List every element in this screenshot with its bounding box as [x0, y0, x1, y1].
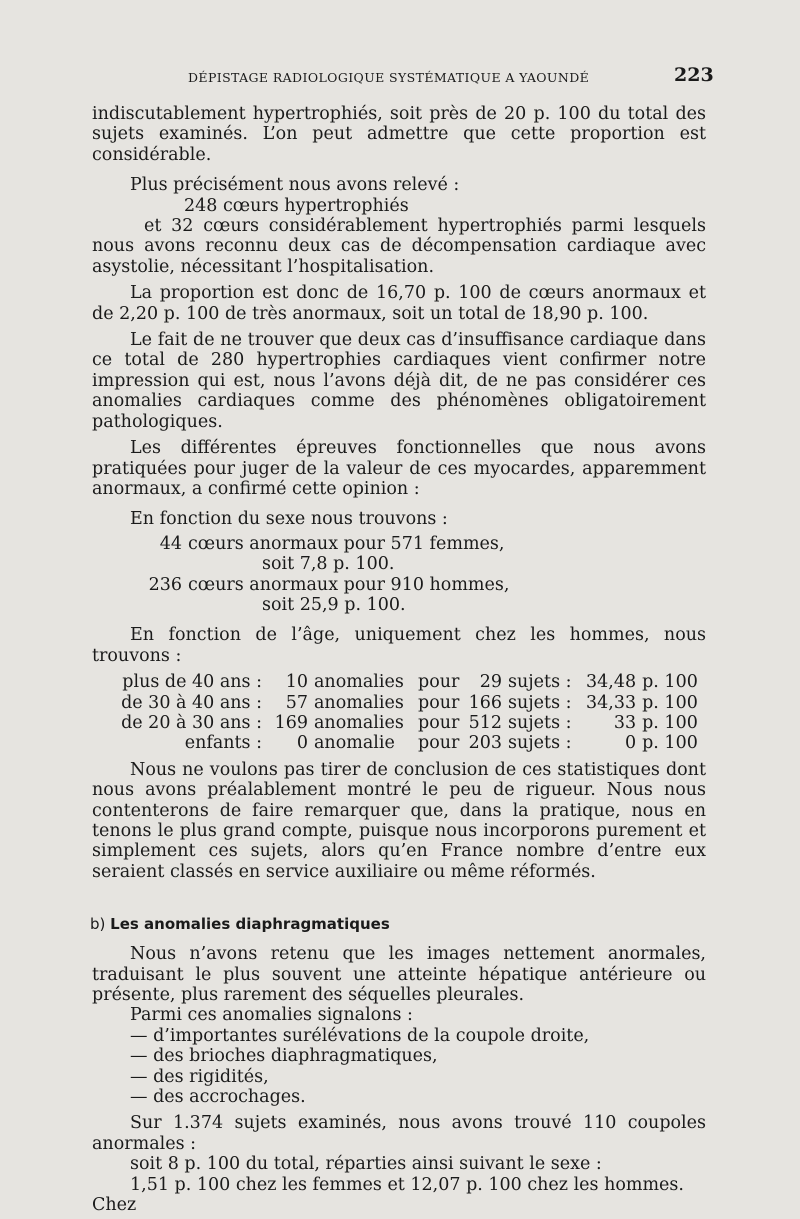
anomaly-word: anomalies	[314, 712, 404, 733]
percent-value: 33	[613, 712, 637, 733]
subjects-word: sujets :	[508, 692, 572, 713]
anomaly-count: 10	[285, 672, 308, 693]
anomaly-item: — des accrochages.	[130, 1087, 306, 1108]
pour-word: pour	[418, 672, 460, 693]
page-header	[0, 64, 800, 92]
paragraph-12: soit 8 p. 100 du total, réparties ainsi suivant le sexe :	[130, 1154, 602, 1175]
subject-count: 29	[479, 672, 502, 693]
sex-count: 44	[159, 533, 182, 554]
age-row	[104, 713, 698, 733]
pour-word: pour	[418, 692, 460, 713]
paragraph-11: Sur 1.374 sujets examinés, nous avons trouvé 110 coupoles anormales :	[92, 1113, 706, 1154]
paragraph-4: Le fait de ne trouver que deux cas d’insuffisance cardiaque dans ce total de 280 hypertrophies cardiaques vient confirmer notre impression qui est, nous l’avons déjà dit, de ne pas considérer ces anomalies cardiaques comme des phénomènes obligatoirement pathologiques.	[92, 330, 706, 432]
subject-count: 166	[468, 692, 502, 713]
pour-word: pour	[418, 733, 460, 754]
section-heading	[92, 914, 706, 934]
sex-stats	[92, 534, 706, 616]
anomaly-item: — d’importantes surélévations de la coupole droite,	[130, 1025, 590, 1046]
anomaly-count: 57	[285, 692, 308, 713]
percent-unit: p. 100	[642, 712, 698, 733]
percent-value: 34,48	[586, 672, 637, 693]
subjects-word: sujets :	[508, 733, 572, 754]
percent-value: 0	[624, 733, 637, 754]
running-title: DÉPISTAGE RADIOLOGIQUE SYSTÉMATIQUE A YAOUNDÉ	[188, 70, 590, 85]
subject-count: 512	[468, 712, 502, 733]
page-number: 223	[674, 64, 714, 86]
sex-row	[92, 534, 706, 554]
paragraph-10: Parmi ces anomalies signalons :	[130, 1005, 413, 1026]
anomaly-list	[92, 1026, 706, 1108]
pour-word: pour	[418, 712, 460, 733]
body-text	[92, 104, 706, 1216]
heart-list	[92, 196, 706, 216]
paragraph-6: En fonction du sexe nous trouvons :	[130, 509, 448, 530]
age-label: plus de 40 ans :	[122, 672, 262, 693]
paragraph-8: Nous ne voulons pas tirer de conclusion de ces statistiques dont nous avons préalablement montré le peu de rigueur. Nous nous contenterons de faire remarquer que, dans la pratique, nous en tenons le plus grand compte, puisque nous incorporons purement et simplement ces sujets, alors qu’en France nombre d’entre eux seraient classés en service auxiliaire ou même réformés.	[92, 759, 706, 882]
age-table	[104, 672, 698, 754]
age-label: de 30 à 40 ans :	[121, 692, 262, 713]
age-label: de 20 à 30 ans :	[121, 712, 262, 733]
age-label: enfants :	[184, 733, 262, 754]
sex-count: 236	[148, 574, 182, 595]
paragraph-3: La proportion est donc de 16,70 p. 100 de cœurs anormaux et de 2,20 p. 100 de très anormaux, soit un total de 18,90 p. 100.	[92, 283, 706, 324]
sex-sub: soit 7,8 p. 100.	[262, 554, 395, 575]
heart-list-item-2: et 32 cœurs considérablement hypertrophiés parmi lesquels nous avons reconnu deux cas de décompensation cardiaque avec asystolie, nécessitant l’hospitalisation.	[92, 216, 706, 277]
percent-value: 34,33	[586, 692, 637, 713]
anomaly-count: 169	[274, 712, 308, 733]
anomaly-count: 0	[296, 733, 308, 754]
percent-unit: p. 100	[642, 692, 698, 713]
age-row	[104, 733, 698, 753]
paragraph-5: Les différentes épreuves fonctionnelles que nous avons pratiquées pour juger de la valeur de ces myocardes, apparemment anormaux, a confirmé cette opinion :	[92, 438, 706, 499]
paragraph-13: 1,51 p. 100 chez les femmes et 12,07 p. 100 chez les hommes. Chez	[92, 1174, 684, 1216]
paragraph-2: Plus précisément nous avons relevé :	[130, 175, 460, 196]
heart-list-item-1: 248 cœurs hypertrophiés	[184, 195, 409, 216]
section-label: b)	[90, 915, 106, 934]
percent-unit: p. 100	[642, 733, 698, 754]
anomaly-item: — des rigidités,	[130, 1066, 269, 1087]
sex-text: cœurs anormaux pour 571 femmes,	[188, 533, 505, 554]
subjects-word: sujets :	[508, 672, 572, 693]
age-row	[104, 693, 698, 713]
age-row	[104, 672, 698, 692]
subject-count: 203	[468, 733, 502, 754]
sex-row	[92, 575, 706, 595]
paragraph-7: En fonction de l’âge, uniquement chez les hommes, nous trouvons :	[92, 625, 706, 666]
paragraph-9: Nous n’avons retenu que les images nettement anormales, traduisant le plus souvent une atteinte hépatique antérieure ou présente, plus rarement des séquelles pleurales.	[92, 944, 706, 1006]
section-title: Les anomalies diaphragmatiques	[110, 915, 390, 934]
sex-text: cœurs anormaux pour 910 hommes,	[188, 574, 510, 595]
anomaly-word: anomalies	[314, 692, 404, 713]
percent-unit: p. 100	[642, 672, 698, 693]
anomaly-word: anomalie	[314, 733, 395, 754]
subjects-word: sujets :	[508, 712, 572, 733]
paragraph-1: indiscutablement hypertrophiés, soit près de 20 p. 100 du total des sujets examinés. L’on peut admettre que cette proportion est considérable.	[92, 104, 706, 165]
anomaly-item: — des brioches diaphragmatiques,	[130, 1046, 438, 1067]
anomaly-word: anomalies	[314, 672, 404, 693]
sex-sub: soit 25,9 p. 100.	[262, 594, 406, 615]
